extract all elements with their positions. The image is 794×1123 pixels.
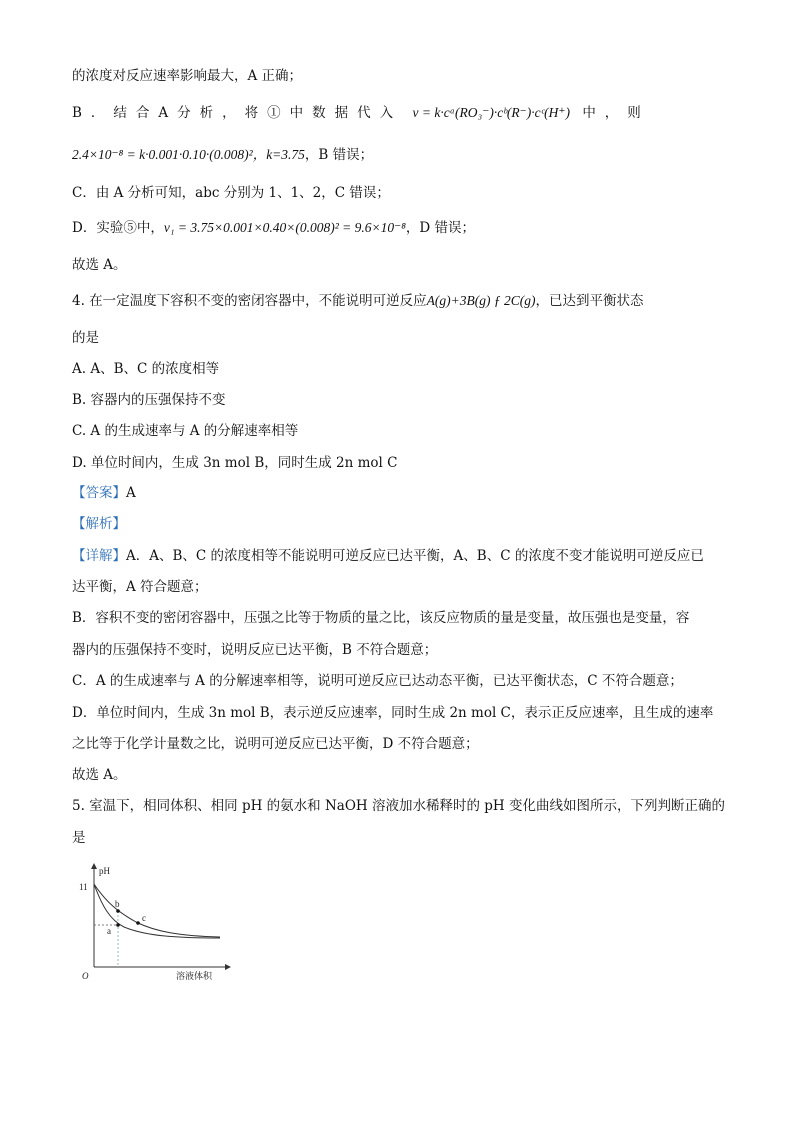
q4-stem: 4. 在一定温度下容积不变的密闭容器中，不能说明可逆反应A(g)+3B(g) ƒ 2C(g)，已达到平衡状态: [72, 293, 644, 309]
q4-detail-1: 【详解】A．A、B、C 的浓度相等不能说明可逆反应已达平衡，A、B、C 的浓度不变才能说明可逆反应已: [72, 548, 704, 564]
point-label-a: a: [107, 926, 111, 936]
curve-upper: [94, 884, 220, 937]
x-axis-label: 溶液体积: [176, 971, 213, 981]
q4-detail-7: 之比等于化学计量数之比，说明可逆反应已达平衡，D 不符合题意；: [72, 736, 479, 752]
q5-stem-cont: 是: [72, 830, 86, 846]
q4-option-d: D. 单位时间内，生成 3n mol B，同时生成 2n mol C: [72, 455, 398, 471]
q4-answer: [72, 484, 136, 502]
point-label-c: c: [142, 913, 146, 923]
origin-label: O: [82, 971, 89, 981]
reaction-equation: A(g)+3B(g) ƒ 2C(g): [426, 293, 536, 308]
text-line-6: 故选 A。: [72, 257, 127, 273]
y-axis-label: pH: [99, 866, 110, 876]
q4-detail-6: D．单位时间内，生成 3n mol B，表示逆反应速率，同时生成 2n mol C，表示正反应速率，且生成的速率: [72, 705, 714, 721]
q5-stem: 5. 室温下，相同体积、相同 pH 的氨水和 NaOH 溶液加水稀释时的 pH 变化曲线如图所示，下列判断正确的: [72, 798, 725, 814]
q4-detail-3: B．容积不变的密闭容器中，压强之比等于物质的量之比，该反应物质的量是变量，故压强也是变量，容: [72, 610, 690, 626]
ph-dilution-chart: [76, 862, 236, 984]
text-line-5: D．实验⑤中，v₁ = 3.75×0.001×0.40×(0.008)² = 9.6×10⁻⁸，D 错误；: [72, 220, 476, 236]
text-line-4: C．由 A 分析可知，abc 分别为 1、1、2，C 错误；: [72, 185, 390, 201]
detail-tag: 【详解】: [72, 548, 126, 564]
q4-option-c: C. A 的生成速率与 A 的分解速率相等: [72, 423, 299, 439]
text-line-3: 2.4×10⁻⁸ = k·0.001·0.10·(0.008)²，k=3.75，B 错误；: [72, 147, 374, 163]
rate-equation: v = k·cᵃ(RO₃⁻)·cᵇ(R⁻)·cᶜ(H⁺): [412, 105, 571, 120]
q4-detail-8: 故选 A。: [72, 767, 127, 783]
point-c: [136, 921, 140, 925]
q4-stem-cont: 的是: [72, 330, 99, 346]
text-line-2: B．结合A分析，将①中数据代入 v = k·cᵃ(RO₃⁻)·cᵇ(R⁻)·cᶜ(H⁺) 中，则: [72, 105, 650, 121]
k-calculation: 2.4×10⁻⁸ = k·0.001·0.10·(0.008)²，k=3.75: [72, 147, 305, 162]
q4-detail-2: 达平衡，A 符合题意；: [72, 579, 208, 595]
text-line-1: 的浓度对反应速率影响最大，A 正确；: [72, 68, 303, 84]
answer-tag: 【答案】: [72, 485, 126, 501]
q4-analysis-tag: 【解析】: [72, 516, 126, 532]
point-a: [116, 923, 120, 927]
q4-detail-5: C．A 的生成速率与 A 的分解速率相等，说明可逆反应已达动态平衡，已达平衡状态，C 不符合题意；: [72, 673, 683, 689]
q4-option-a: A. A、B、C 的浓度相等: [72, 361, 220, 377]
point-b: [116, 909, 120, 913]
q4-option-b: B. 容器内的压强保持不变: [72, 392, 226, 408]
v1-calculation: v₁ = 3.75×0.001×0.40×(0.008)² = 9.6×10⁻⁸: [163, 220, 406, 235]
answer-value: A: [126, 485, 136, 501]
point-label-b: b: [115, 899, 120, 909]
q4-detail-4: 器内的压强保持不变时，说明反应已达平衡，B 不符合题意；: [72, 642, 438, 658]
y-tick-11: 11: [79, 882, 88, 892]
